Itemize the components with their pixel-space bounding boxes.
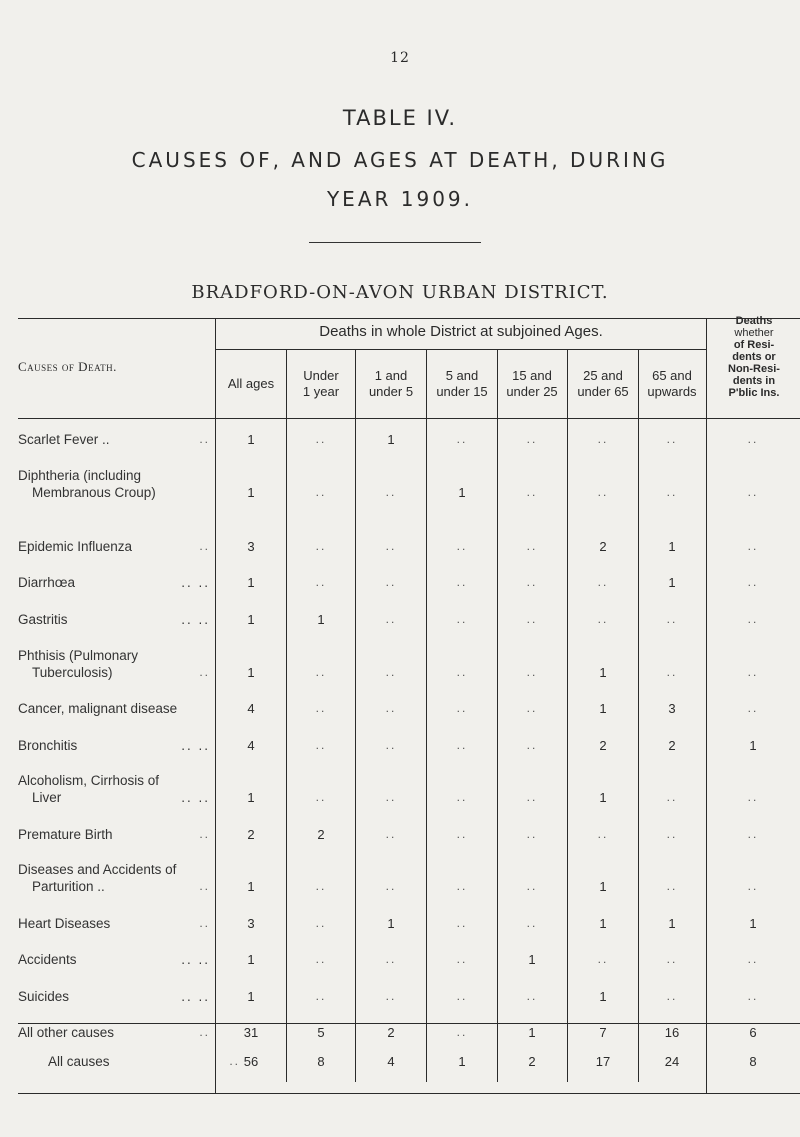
table-cell: 1 — [247, 879, 255, 894]
table-cell: .. — [456, 879, 468, 893]
cause-label: Diphtheria (including Membranous Croup) — [18, 468, 156, 500]
table-cell: .. — [526, 738, 538, 752]
table-cell: .. — [666, 432, 678, 446]
table-cell: .. — [456, 989, 468, 1003]
table-cell: 2 — [387, 1025, 395, 1040]
table-row — [0, 468, 800, 501]
table-cell: .. — [747, 432, 759, 446]
table-cell: .. — [385, 738, 397, 752]
table-cell: .. — [385, 827, 397, 841]
table-cell: .. — [315, 539, 327, 553]
age-column-header: 25 and under 65 — [577, 368, 629, 399]
table-cell: .. — [385, 701, 397, 715]
table-cell: 1 — [247, 612, 255, 627]
table-cell: 6 — [749, 1025, 757, 1040]
table-cell: .. — [747, 575, 759, 589]
table-cell: 1 — [247, 665, 255, 680]
title-rule — [309, 242, 481, 243]
table-cell: 1 — [247, 989, 255, 1004]
table-cell: 1 — [668, 916, 676, 931]
deaths-group-header: Deaths in whole District at subjoined Ages. — [319, 323, 603, 340]
table-cell: .. — [456, 701, 468, 715]
table-cell: .. — [597, 827, 609, 841]
table-cell: .. — [456, 539, 468, 553]
table-cell: 2 — [599, 539, 607, 554]
table-cell: .. — [666, 879, 678, 893]
table-cell: 1 — [317, 612, 325, 627]
table-cell: 1 — [749, 738, 757, 753]
table-cell: 8 — [749, 1054, 757, 1069]
table-cell: .. — [597, 575, 609, 589]
table-cell: 1 — [599, 989, 607, 1004]
table-cell: .. — [385, 485, 397, 499]
table-cell: .. — [747, 539, 759, 553]
table-cell: .. — [315, 916, 327, 930]
table-cell: 1 — [247, 485, 255, 500]
table-cell: 1 — [458, 485, 466, 500]
table-cell: .. — [315, 738, 327, 752]
table-cell: 4 — [247, 701, 255, 716]
table-row — [0, 648, 800, 681]
table-cell: .. — [385, 790, 397, 804]
cause-label: Epidemic Influenza .. — [18, 539, 210, 554]
table-cell: 1 — [528, 1025, 536, 1040]
table-cell: .. — [315, 701, 327, 715]
cause-label: Diseases and Accidents of Parturition .. .. — [18, 862, 210, 894]
table-cell: .. — [597, 612, 609, 626]
table-row — [0, 950, 800, 968]
table-cell: 31 — [243, 1025, 259, 1040]
table-cell: .. — [456, 952, 468, 966]
cause-label: All causes .. — [48, 1054, 240, 1069]
cause-label: Heart Diseases .. — [18, 916, 210, 931]
table-cell: .. — [747, 612, 759, 626]
table-cell: .. — [456, 665, 468, 679]
table-cell: .. — [526, 879, 538, 893]
age-column-header: 5 and under 15 — [436, 368, 488, 399]
table-cell: 1 — [599, 790, 607, 805]
table-cell: .. — [456, 432, 468, 446]
table-subtitle-line1: CAUSES OF, AND AGES AT DEATH, DURING — [131, 148, 669, 172]
table-row — [0, 736, 800, 754]
table-cell: .. — [666, 665, 678, 679]
table-cell: .. — [747, 952, 759, 966]
table-cell: .. — [385, 952, 397, 966]
district-name: BRADFORD-ON-AVON URBAN DISTRICT. — [191, 282, 609, 303]
table-cell: .. — [456, 916, 468, 930]
age-column-header: 65 and upwards — [647, 368, 697, 399]
table-cell: 2 — [317, 827, 325, 842]
table-cell: 7 — [599, 1025, 607, 1040]
table-row — [0, 1023, 800, 1041]
age-column-header: 15 and under 25 — [506, 368, 558, 399]
table-cell: 1 — [599, 665, 607, 680]
table-cell: 1 — [247, 432, 255, 447]
table-cell: .. — [456, 738, 468, 752]
table-cell: 1 — [668, 575, 676, 590]
table-cell: .. — [747, 790, 759, 804]
table-cell: .. — [597, 432, 609, 446]
table-cell: .. — [385, 575, 397, 589]
cause-label: All other causes .. — [18, 1025, 210, 1040]
table-cell: .. — [597, 485, 609, 499]
residents-header: Deaths whether of Resi- dents or Non-Resi- dents in P'blic Ins. — [728, 315, 780, 399]
table-cell: .. — [526, 665, 538, 679]
age-column-header: All ages — [227, 376, 275, 391]
table-cell: 1 — [749, 916, 757, 931]
table-cell: .. — [526, 612, 538, 626]
table-cell: .. — [385, 879, 397, 893]
table-cell: .. — [666, 790, 678, 804]
table-cell: .. — [526, 432, 538, 446]
age-column-header: Under 1 year — [302, 368, 340, 399]
table-cell: .. — [666, 952, 678, 966]
table-cell: 1 — [247, 952, 255, 967]
table-row — [0, 987, 800, 1005]
table-cell: .. — [385, 539, 397, 553]
table-cell: .. — [385, 665, 397, 679]
table-cell: .. — [526, 485, 538, 499]
table-cell: .. — [666, 485, 678, 499]
table-row — [0, 573, 800, 591]
table-cell: 1 — [247, 790, 255, 805]
table-row — [0, 699, 800, 717]
table-cell: .. — [315, 432, 327, 446]
table-cell: .. — [385, 612, 397, 626]
cause-label: Suicides .. .. — [18, 989, 210, 1004]
table-cell: .. — [747, 485, 759, 499]
table-cell: .. — [666, 612, 678, 626]
table-cell: .. — [597, 952, 609, 966]
table-cell: .. — [456, 790, 468, 804]
table-row — [0, 914, 800, 932]
table-row — [0, 537, 800, 555]
table-row — [0, 825, 800, 843]
table-cell: 1 — [599, 916, 607, 931]
table-cell: 1 — [387, 916, 395, 931]
table-cell: 16 — [664, 1025, 680, 1040]
table-cell: .. — [747, 665, 759, 679]
table-cell: .. — [456, 575, 468, 589]
cause-label: Accidents .. .. — [18, 952, 210, 967]
table-cell: 1 — [528, 952, 536, 967]
table-cell: .. — [666, 989, 678, 1003]
table-cell: .. — [315, 665, 327, 679]
table-row — [0, 773, 800, 806]
table-cell: 1 — [599, 879, 607, 894]
table-cell: .. — [747, 879, 759, 893]
table-cell: .. — [526, 701, 538, 715]
page-number: 12 — [390, 50, 410, 66]
table-cell: .. — [526, 575, 538, 589]
cause-label: Diarrhœa .. .. — [18, 575, 210, 590]
table-cell: .. — [456, 1025, 468, 1039]
table-cell: 1 — [668, 539, 676, 554]
table-cell: 8 — [317, 1054, 325, 1069]
table-cell: .. — [526, 539, 538, 553]
table-cell: .. — [315, 952, 327, 966]
table-cell: .. — [526, 916, 538, 930]
table-cell: 56 — [243, 1054, 259, 1069]
table-cell: 2 — [528, 1054, 536, 1069]
table-cell: .. — [315, 879, 327, 893]
table-cell: .. — [315, 989, 327, 1003]
table-cell: 1 — [599, 701, 607, 716]
cause-label: Alcoholism, Cirrhosis of Liver .. .. — [18, 773, 210, 805]
table-row — [0, 430, 800, 448]
table-cell: .. — [315, 485, 327, 499]
table-cell: 3 — [668, 701, 676, 716]
table-row — [0, 610, 800, 628]
table-cell: 17 — [595, 1054, 611, 1069]
table-cell: 1 — [387, 432, 395, 447]
table-cell: 2 — [599, 738, 607, 753]
table-cell: 1 — [247, 575, 255, 590]
table-cell: 4 — [387, 1054, 395, 1069]
cause-label: Bronchitis .. .. — [18, 738, 210, 753]
cause-label: Cancer, malignant disease — [18, 701, 178, 716]
table-cell: .. — [666, 827, 678, 841]
causes-of-death-header: Causes of Death. — [18, 359, 117, 374]
table-cell: .. — [526, 790, 538, 804]
table-cell: 3 — [247, 916, 255, 931]
age-column-header: 1 and under 5 — [368, 368, 414, 399]
table-cell: 2 — [668, 738, 676, 753]
table-cell: .. — [526, 989, 538, 1003]
table-cell: 5 — [317, 1025, 325, 1040]
table-cell: .. — [315, 575, 327, 589]
table-row — [0, 862, 800, 895]
cause-label: Gastritis .. .. — [18, 612, 210, 627]
total-row — [0, 1052, 800, 1070]
table-cell: .. — [747, 989, 759, 1003]
table-cell: 2 — [247, 827, 255, 842]
table-cell: .. — [747, 827, 759, 841]
cause-label: Scarlet Fever .. .. — [18, 432, 210, 447]
table-heading: TABLE IV. — [342, 106, 458, 130]
table-cell: 3 — [247, 539, 255, 554]
table-cell: .. — [315, 790, 327, 804]
table-cell: .. — [747, 701, 759, 715]
table-cell: 4 — [247, 738, 255, 753]
table-cell: 1 — [458, 1054, 466, 1069]
cause-label: Phthisis (Pulmonary Tuberculosis) .. — [18, 648, 210, 680]
table-cell: .. — [526, 827, 538, 841]
table-cell: .. — [456, 612, 468, 626]
table-cell: 24 — [664, 1054, 680, 1069]
table-subtitle-line2: YEAR 1909. — [326, 187, 474, 211]
table-cell: .. — [456, 827, 468, 841]
table-cell: .. — [385, 989, 397, 1003]
cause-label: Premature Birth .. — [18, 827, 210, 842]
